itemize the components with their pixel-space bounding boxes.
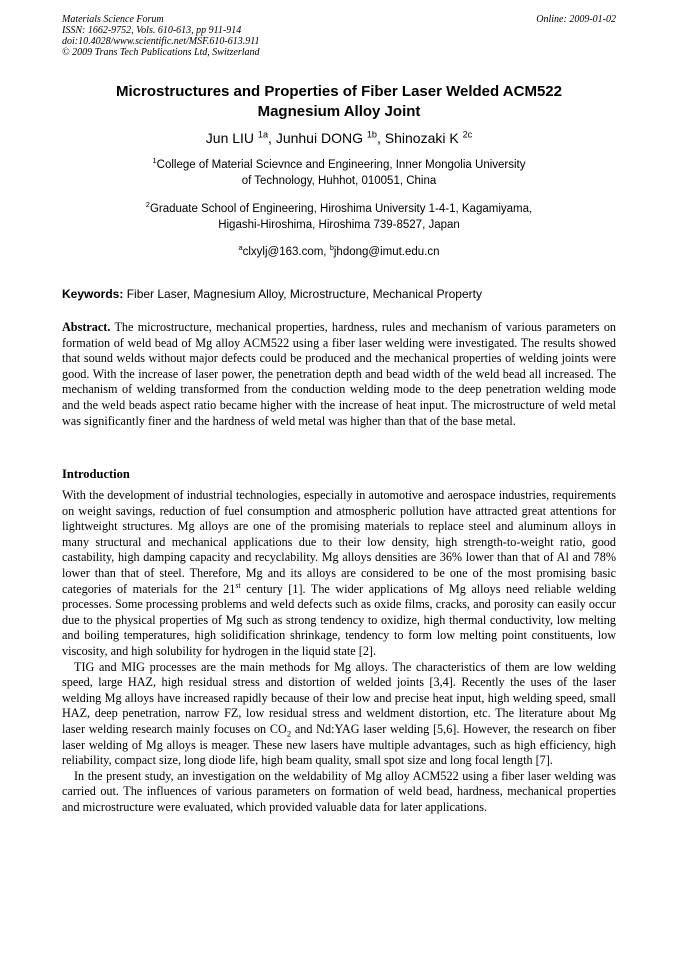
keywords-text: Fiber Laser, Magnesium Alloy, Microstructure, Mechanical Property xyxy=(126,287,482,301)
keywords-label: Keywords: xyxy=(62,287,124,301)
email-mark: b xyxy=(329,243,334,253)
email-mark: a xyxy=(238,243,243,253)
paragraph-text: TIG and MIG processes are the main methods for Mg alloys. The characteristics of them are low welding speed, large HAZ, high residual stress and distortion of welded joints [3,4]. Recently the uses of the laser welding Mg alloys have increased rapidly because of their low and precise heat input, high welding speed, small HAZ, deep penetration, narrow FZ, low residual stress and weldment distortion, etc. The literature about Mg laser welding research mainly focuses on CO xyxy=(62,659,616,736)
author-affiliation-mark: 2c xyxy=(462,129,473,140)
paragraph xyxy=(62,488,616,660)
paragraph xyxy=(62,660,616,769)
title-line-1: Microstructures and Properties of Fiber Laser Welded ACM522 xyxy=(116,83,562,100)
affiliation-2 xyxy=(0,201,678,233)
journal-header xyxy=(62,14,616,58)
issn-line: ISSN: 1662-9752, Vols. 610-613, pp 911-914 xyxy=(62,25,242,36)
paragraph-text: and Nd:YAG laser welding [5,6]. However, the research on fiber laser welding of Mg alloys is meager. These new lasers have multiple advantages, such as high efficiency, high reliability, compact size, long diode life, high beam quality, small spot size and long focal length [7]. xyxy=(62,721,616,768)
author-affiliation-mark: 1a xyxy=(257,129,269,140)
author-list: Jun LIU $^{1a}$, Junhui DONG $^{1b}$, Shinozaki K $^{2c}$ xyxy=(205,129,473,146)
paragraph-text: century [1]. The wider applications of Mg alloys need reliable welding processes. Some processing problems and weld defects such as oxide films, cracks, and porosity can easily occur due to the physical properties of Mg such as strong tendency to oxidize, high thermal conductivity, low melting and boiling temperatures, high solidification shrinkage, tendency to form low melting point constituents, low viscosity, and high solubility for hydrogen in the liquid state [2]. xyxy=(62,581,616,658)
ordinal-suffix: st xyxy=(235,580,241,590)
journal-name: Materials Science Forum xyxy=(62,14,164,25)
abstract-text: The microstructure, mechanical properties, hardness, rules and mechanism of various parameters on formation of weld bead of Mg alloy ACM522 using a fiber laser welding were investigated. The results showed that sound welds without major defects could be produced and the mechanical properties of welding joints were good. With the increase of laser power, the penetration depth and bead width of the weld bead all increased. The mechanism of welding transformed from the conduction welding mode to the deep penetration welding mode and the weld beads aspect ratio became higher with the increase of heat input. The microstructure of weld metal was significantly finer and the hardness of weld metal was higher than that of the base metal. xyxy=(62,320,617,428)
author-name: Junhui DONG xyxy=(275,130,363,146)
affiliation-text: Higashi-Hiroshima, Hiroshima 739-8527, Japan xyxy=(218,219,460,231)
affiliation-text: Graduate School of Engineering, Hiroshima University 1-4-1, Kagamiyama, xyxy=(149,203,533,215)
abstract-label: Abstract. xyxy=(62,320,111,334)
affiliation-1 xyxy=(0,157,678,189)
author-name: Shinozaki K xyxy=(384,130,459,146)
online-date: Online: 2009-01-02 xyxy=(536,14,616,25)
keywords xyxy=(62,286,616,302)
section-heading: Introduction xyxy=(62,467,130,481)
copyright-line: © 2009 Trans Tech Publications Ltd, Switzerland xyxy=(62,47,260,58)
affiliation-text: of Technology, Huhhot, 010051, China xyxy=(241,175,437,187)
introduction-body xyxy=(62,488,616,815)
paragraph-text: With the development of industrial technologies, especially in automotive and aerospace industries, requirements on weight savings, reduction of fuel consumption and atmospheric pollution have attracted great attentions for lightweight structures. Mg alloys are one of the promising materials to replace steel and aluminum alloys in many structural and mechanical applications due to their low density, high strength-to-weight ratio, good castability, high damping capacity and recyclability. Mg alloys densities are 36% lower than that of Al and 78% lower than that of steel. Therefore, Mg and its alloys are considered to be one of the most promising basic categories of materials for the 21 xyxy=(62,488,616,596)
affiliation-mark: 1 xyxy=(152,156,157,166)
author-emails xyxy=(0,244,678,260)
doi-line: doi:10.4028/www.scientific.net/MSF.610-613.911 xyxy=(62,36,260,47)
author-affiliation-mark: 1b xyxy=(366,129,377,140)
email-address: jhdong@imut.edu.cn xyxy=(333,246,440,258)
email-address: clxylj@163.com, xyxy=(242,246,327,258)
subscript: 2 xyxy=(286,728,292,739)
affiliation-text: College of Material Scievnce and Engineering, Inner Mongolia University xyxy=(156,159,526,171)
paragraph: In the present study, an investigation on the weldability of Mg alloy ACM522 using a fiber laser welding was carried out. The influences of various parameters on formation of weld bead, hardness, mechanical properties and microstructure were evaluated, which provided valuable data for later applications. xyxy=(62,768,616,814)
abstract xyxy=(62,320,616,429)
paper-title xyxy=(40,82,638,122)
affiliation-mark: 2 xyxy=(145,200,150,210)
title-line-2: Magnesium Alloy Joint xyxy=(257,103,421,120)
author-name: Jun LIU xyxy=(205,130,255,146)
